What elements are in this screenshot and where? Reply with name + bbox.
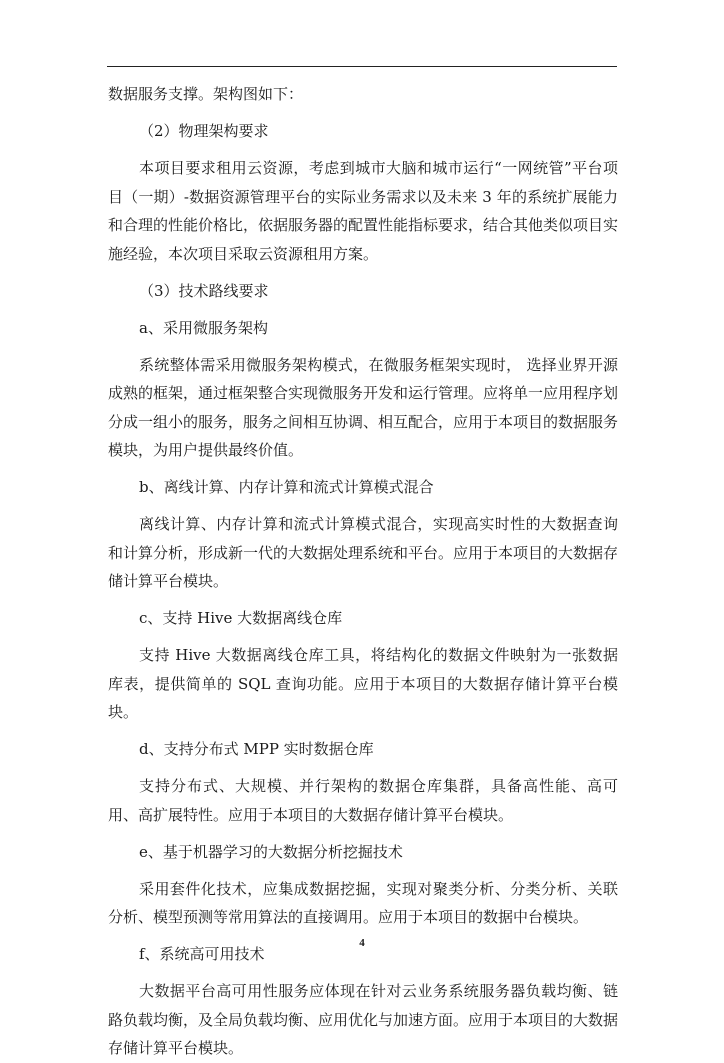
section-heading-physical-architecture: （2）物理架构要求 [139,122,269,140]
section-heading-high-availability: f、系统高可用技术 [139,945,265,963]
document-body [108,80,618,1063]
section-heading-hybrid-computing: b、离线计算、内存计算和流式计算模式混合 [139,478,434,496]
section-paragraph-physical-architecture: 本项目要求租用云资源，考虑到城市大脑和城市运行“一网统管”平台项目（一期）-数据资源管理平台的实际业务需求以及未来 3 年的系统扩展能力和合理的性能价格比，依据服务器的配置性能指标要求，结合其他类似项目实施经验，本次项目采取云资源租用方案。 [108,159,619,263]
section-heading-machine-learning: e、基于机器学习的大数据分析挖掘技术 [139,842,403,861]
section-paragraph-hybrid-computing: 离线计算、内存计算和流式计算模式混合，实现高实时性的大数据查询和计算分析，形成新一代的大数据处理系统和平台。应用于本项目的大数据存储计算平台模块。 [108,515,619,590]
page-number: 4 [359,937,365,949]
header-rule [107,66,617,67]
section-paragraph-mpp: 支持分布式、大规模、并行架构的数据仓库集群，具备高性能、高可用、高扩展特性。应用于本项目的大数据存储计算平台模块。 [108,777,618,824]
section-paragraph-high-availability: 大数据平台高可用性服务应体现在针对云业务系统服务器负载均衡、链路负载均衡，及全局负载均衡、应用优化与加速方面。应用于本项目的大数据存储计算平台模块。 [108,982,619,1057]
section-paragraph-hive: 支持 Hive 大数据离线仓库工具，将结构化的数据文件映射为一张数据库表，提供简单的 SQL 查询功能。应用于本项目的大数据存储计算平台模块。 [108,646,618,721]
section-paragraph-microservices: 系统整体需采用微服务架构模式，在微服务框架实现时， 选择业界开源成熟的框架，通过框架整合实现微服务开发和运行管理。应将单一应用程序划分成一组小的服务，服务之间相互协调、相互配合，应用于本项目的数据服务模块，为用户提供最终价值。 [108,355,619,459]
section-paragraph-machine-learning: 采用套件化技术，应集成数据挖掘，实现对聚类分析、分类分析、关联分析、模型预测等常用算法的直接调用。应用于本项目的数据中台模块。 [108,879,618,926]
section-heading-mpp: d、支持分布式 MPP 实时数据仓库 [139,740,374,758]
section-heading-microservices: a、采用微服务架构 [139,318,268,337]
section-heading-hive: c、支持 Hive 大数据离线仓库 [139,609,343,627]
intro-line: 数据服务支撑。架构图如下： [108,85,304,103]
section-heading-technical-route: （3）技术路线要求 [139,281,269,300]
